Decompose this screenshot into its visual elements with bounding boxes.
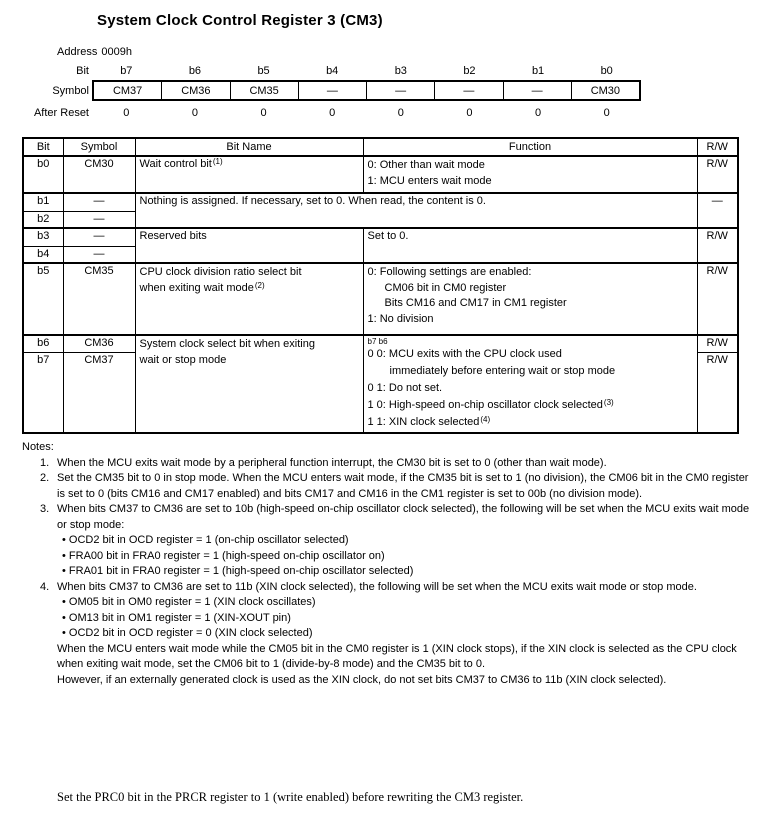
b3b4-function: Set to 0. bbox=[363, 228, 697, 263]
b5-name-line: CPU clock division ratio select bit bbox=[139, 266, 302, 278]
function-line: 0 0: MCU exits with the CPU clock used bbox=[367, 348, 562, 360]
b6b7-name-line: wait or stop mode bbox=[139, 353, 227, 366]
header-function: Function bbox=[363, 138, 697, 156]
note-bullet: • FRA00 bit in FRA0 register = 1 (high-speed on-chip oscillator on) bbox=[62, 549, 385, 562]
b0-function bbox=[363, 156, 697, 193]
note-4 bbox=[22, 580, 759, 689]
b0-name bbox=[135, 156, 363, 193]
b6b7-function bbox=[363, 335, 697, 433]
b3-symbol: — bbox=[63, 228, 135, 246]
note-number: 3. bbox=[40, 503, 50, 515]
after-reset-value: 0 bbox=[397, 106, 404, 119]
table-row-b6 bbox=[23, 335, 738, 352]
function-line: 1: No division bbox=[367, 312, 434, 325]
b1-bit: b1 bbox=[23, 193, 63, 211]
register-map-reset-row bbox=[0, 103, 650, 122]
function-line: immediately before entering wait or stop mode bbox=[389, 365, 616, 377]
after-reset-value: 0 bbox=[260, 106, 267, 119]
table-row-b5 bbox=[23, 263, 738, 335]
symbol-cell: CM36 bbox=[161, 82, 229, 99]
header-rw: R/W bbox=[697, 138, 738, 156]
address-line bbox=[57, 46, 136, 58]
b0-rw: R/W bbox=[697, 156, 738, 193]
b3-bit: b3 bbox=[23, 228, 63, 246]
note-3 bbox=[22, 502, 759, 580]
after-reset-label: After Reset bbox=[33, 106, 89, 119]
function-line: 0: Other than wait mode bbox=[367, 159, 485, 171]
note-ref-1: (1) bbox=[212, 157, 223, 166]
note-1 bbox=[22, 456, 759, 472]
notes-label: Notes: bbox=[22, 441, 54, 453]
b6b7-name-line: System clock select bit when exiting bbox=[139, 338, 315, 350]
notes-section bbox=[22, 440, 759, 688]
note-text bbox=[57, 580, 757, 689]
function-line: 0 1: Do not set. bbox=[367, 382, 443, 394]
after-reset-value: 0 bbox=[123, 106, 130, 119]
note-bullet: • OM13 bit in OM1 register = 1 (XIN-XOUT pin) bbox=[62, 611, 291, 624]
b6-bit: b6 bbox=[23, 335, 63, 352]
after-reset-value: 0 bbox=[535, 106, 542, 119]
function-line bbox=[368, 414, 693, 431]
b2-bit: b2 bbox=[23, 211, 63, 228]
function-line: 0: Following settings are enabled: bbox=[367, 266, 532, 278]
after-reset-value: 0 bbox=[603, 106, 610, 119]
symbol-cell: — bbox=[434, 82, 502, 99]
b0-bit: b0 bbox=[23, 156, 63, 193]
b5-bit: b5 bbox=[23, 263, 63, 335]
symbol-cell: — bbox=[298, 82, 366, 99]
symbol-cell: CM30 bbox=[571, 82, 639, 99]
b1-symbol: — bbox=[63, 193, 135, 211]
bit-number: b7 bbox=[120, 64, 133, 77]
note-number: 2. bbox=[40, 472, 50, 484]
b5-name-text: when exiting wait mode bbox=[139, 281, 254, 294]
note-ref-2: (2) bbox=[254, 280, 265, 290]
note-bullet: • OM05 bit in OM0 register = 1 (XIN clock oscillates) bbox=[62, 596, 316, 608]
b5-symbol: CM35 bbox=[63, 263, 135, 335]
note-ref-4: (4) bbox=[480, 415, 491, 424]
b2-symbol: — bbox=[63, 211, 135, 228]
b5-function bbox=[363, 263, 697, 335]
bit-description-table bbox=[22, 137, 739, 434]
b6-rw: R/W bbox=[697, 335, 738, 352]
bit-number: b6 bbox=[188, 64, 202, 77]
b0-name-text: Wait control bit bbox=[139, 158, 212, 170]
register-map-bit-row bbox=[0, 61, 650, 80]
page-title: System Clock Control Register 3 (CM3) bbox=[97, 12, 383, 29]
b5-name-line bbox=[140, 281, 359, 297]
note-number: 4. bbox=[40, 580, 50, 593]
table-row-b0 bbox=[23, 156, 738, 193]
table-row-b3 bbox=[23, 228, 738, 246]
symbol-row-label: Symbol bbox=[52, 84, 89, 97]
note-number: 1. bbox=[40, 456, 50, 469]
bit-number: b2 bbox=[463, 64, 476, 77]
bit-number: b3 bbox=[394, 64, 407, 77]
bit-number-cells bbox=[92, 65, 641, 77]
symbol-cell: — bbox=[366, 82, 434, 99]
note-text: When the MCU exits wait mode by a peripheral function interrupt, the CM30 bit is set to 0 (other than wait mode). bbox=[57, 456, 607, 469]
after-reset-cells bbox=[92, 107, 641, 119]
note-paragraph: However, if an externally generated clock is used as the XIN clock, do not set bits CM37 to CM36 to 11b (XIN clock selected). bbox=[57, 673, 667, 686]
b7-symbol: CM37 bbox=[63, 352, 135, 433]
function-text: 1 0: High-speed on-chip oscillator clock selected bbox=[367, 399, 603, 411]
header-bit-name: Bit Name bbox=[135, 138, 363, 156]
b7-rw: R/W bbox=[697, 352, 738, 433]
b5-rw: R/W bbox=[697, 263, 738, 335]
symbol-cell: CM35 bbox=[230, 82, 298, 99]
note-bullet: • FRA01 bit in FRA0 register = 1 (high-speed on-chip oscillator selected) bbox=[62, 565, 414, 577]
b4-bit: b4 bbox=[23, 246, 63, 263]
bit-row-label: Bit bbox=[76, 64, 89, 77]
symbol-cell: CM37 bbox=[112, 84, 143, 97]
function-line: Bits CM16 and CM17 in CM1 register bbox=[384, 297, 567, 309]
note-text: Set the CM35 bit to 0 in stop mode. When the MCU enters wait mode, if the CM35 bit is set to 1 (no division), the CM06 bit in the CM0 register is set to 0 (bits CM16 and CM17 enabled) and bits CM17 and CM16 in the CM1 register is set to 00b (no division mode). bbox=[57, 472, 749, 500]
note-bullet: • OCD2 bit in OCD register = 0 (XIN clock selected) bbox=[62, 627, 313, 639]
footer-caution-text: Set the PRC0 bit in the PRCR register to 1 (write enabled) before rewriting the CM3 register. bbox=[57, 790, 524, 804]
after-reset-value: 0 bbox=[466, 106, 473, 119]
table-row-b1 bbox=[23, 193, 738, 211]
after-reset-value: 0 bbox=[329, 106, 336, 119]
b7-bit: b7 bbox=[23, 352, 63, 433]
bit-combination-header: b7 b6 bbox=[367, 337, 388, 346]
function-line bbox=[368, 397, 693, 414]
b0-symbol: CM30 bbox=[63, 156, 135, 193]
function-line: CM06 bit in CM0 register bbox=[384, 281, 507, 294]
header-symbol: Symbol bbox=[63, 138, 135, 156]
b5-name bbox=[135, 263, 363, 335]
note-2 bbox=[22, 471, 759, 502]
b1b2-rw: — bbox=[697, 193, 738, 228]
bit-number: b4 bbox=[326, 64, 339, 77]
address-value: 0009h bbox=[101, 46, 132, 58]
register-map bbox=[0, 61, 650, 122]
table-header-row bbox=[23, 138, 738, 156]
note-ref-3: (3) bbox=[603, 398, 614, 407]
b3b4-name: Reserved bits bbox=[135, 228, 363, 263]
b3b4-rw: R/W bbox=[697, 228, 738, 263]
address-label: Address bbox=[57, 46, 98, 58]
symbol-cell: — bbox=[503, 82, 571, 99]
function-text: 1 1: XIN clock selected bbox=[367, 416, 480, 428]
function-line: 1: MCU enters wait mode bbox=[367, 174, 492, 187]
after-reset-value: 0 bbox=[191, 106, 198, 119]
note-text bbox=[57, 502, 757, 580]
bit-number: b0 bbox=[600, 64, 613, 77]
b4-symbol: — bbox=[63, 246, 135, 263]
bit-number: b1 bbox=[531, 64, 545, 77]
register-map-symbol-row bbox=[0, 80, 650, 101]
note-intro: When bits CM37 to CM36 are set to 11b (XIN clock selected), the following will be set when the MCU exits wait mode or stop mode. bbox=[57, 580, 697, 593]
bit-number: b5 bbox=[257, 64, 270, 77]
note-paragraph: When the MCU enters wait mode while the CM05 bit in the CM0 register is 1 (XIN clock stops), if the XIN clock is selected as the CPU clock when exiting wait mode, set the CM06 bit to 1 (divide-by-8 mode) and the CM35 bit to 0. bbox=[57, 642, 737, 670]
header-bit: Bit bbox=[23, 138, 63, 156]
symbol-cells-box bbox=[92, 80, 641, 101]
b6b7-name bbox=[135, 335, 363, 433]
b6-symbol: CM36 bbox=[63, 335, 135, 352]
b1b2-description: Nothing is assigned. If necessary, set to 0. When read, the content is 0. bbox=[135, 193, 697, 228]
note-bullet: • OCD2 bit in OCD register = 1 (on-chip oscillator selected) bbox=[62, 534, 349, 546]
note-intro: When bits CM37 to CM36 are set to 10b (high-speed on-chip oscillator clock selected), the following will be set when the MCU exits wait mode or stop mode: bbox=[57, 503, 750, 531]
